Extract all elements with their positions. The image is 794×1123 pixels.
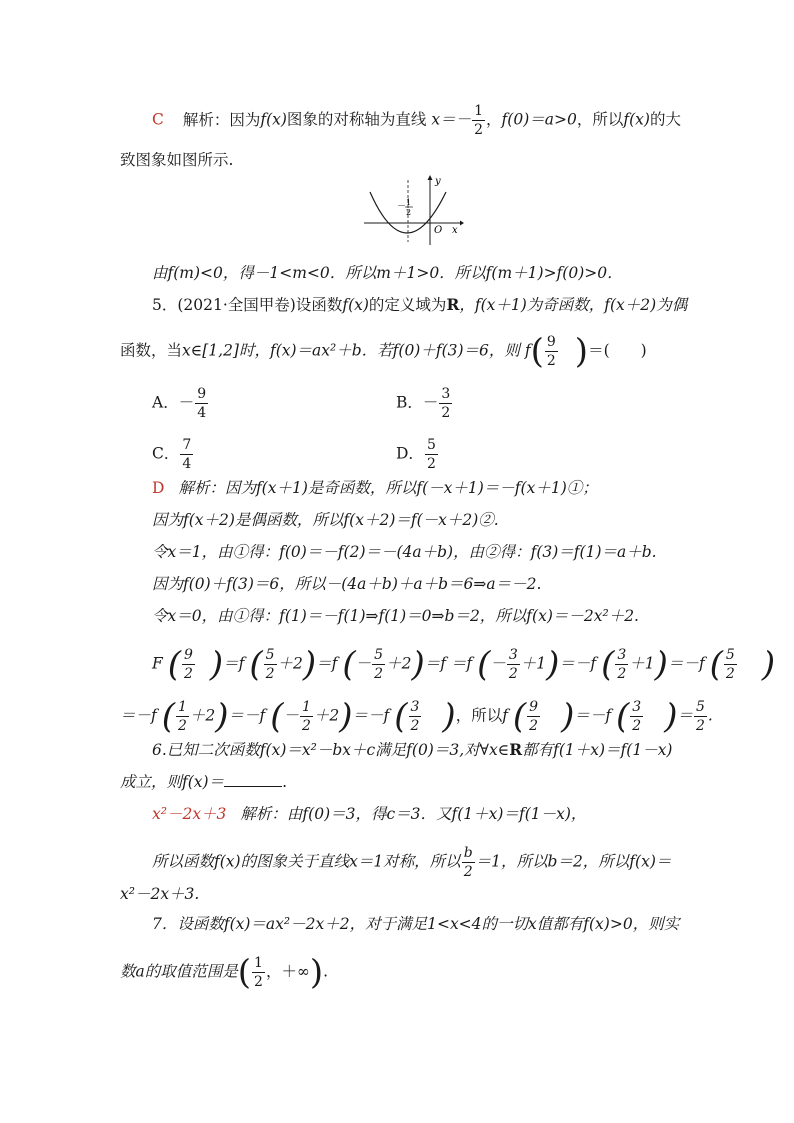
p4-solution-line3: 由f(m)<0，得－1<m<0．所以m＋1>0．所以f(m＋1)>f(0)>0． [152,264,623,282]
option-c[interactable]: C． $\frac{7}{4}$ [152,437,192,472]
p4-solution-line1: C 解析：因为f(x)图象的对称轴为直线 x＝－ $\frac{1}{2}$ ，f(0)＝a>0，所以f(x)的大 [152,103,681,138]
fraction-half: $\frac{1}{2}$ [474,103,484,138]
p6-solution-1: x²－2x＋3 解析：由f(0)＝3，得c＝3．又f(1＋x)＝f(1－x)， [152,805,587,823]
p6-line2: 成立，则f(x)＝ . [120,773,288,791]
p7-line2: 数a的取值范围是( $\frac{1}{2}$ ，＋∞). [120,952,329,993]
p4-answer: C [152,110,164,129]
p5-solution-3: 令x＝1，由①得：f(0)＝－f(2)＝－(4a＋b)，由②得：f(3)＝f(1)＝a＋b. [152,543,657,561]
p5-line1: 5．(2021·全国甲卷)设函数f(x)的定义域为R，f(x＋1)为奇函数，f(x＋2)为偶 [152,295,688,314]
p6-solution-2: 所以函数f(x)的图象关于直线x＝1对称，所以 $\frac{b}{2}$ ＝1，所以b＝2，所以f(x)＝ [152,845,672,880]
p6-solution-3: x²－2x＋3. [120,885,200,903]
x-axis-label: x [452,225,458,236]
p5-equation-2: ＝－f ( $\frac{1}{2}$ ＋2)＝－f (－ $\frac{1}{2}$ ＋2)＝－f ( $\frac{3}{2}$ )，所以f ( $\frac{9}{2}$ )＝－f ( $\frac{3}{2}$ )＝ $\frac{5}{2}$ . [120,696,713,737]
answer-blank[interactable] [224,772,282,787]
option-d[interactable]: D． $\frac{5}{2}$ [396,437,436,472]
x-axis-arrow [460,221,464,226]
y-axis-arrow [428,175,433,180]
p5-line2: 函数，当x∈[1,2]时，f(x)＝ax²＋b．若f(0)＋f(3)＝6，则 f( $\frac{9}{2}$ )＝( ) [120,331,647,372]
p5-solution-2: 因为f(x＋2)是偶函数，所以f(x＋2)＝f(－x＋2)②. [152,511,499,529]
p5-equation-1: F ( $\frac{9}{2}$ )＝f ( $\frac{5}{2}$ ＋2)＝f (－ $\frac{5}{2}$ ＋2)＝f ＝f (－ $\frac{3}{2}$ ＋1)＝－f ( $\frac{3}{2}$ ＋1)＝－f ( $\frac{5}{2}$ ) [152,644,776,685]
mark-sign: － [397,202,407,212]
parabola-graph [360,172,465,248]
p5-solution-5: 令x＝0，由①得：f(1)＝－f(1)⇒f(1)＝0⇒b＝2，所以f(x)＝－2x²＋2. [152,607,639,625]
p7-line1: 7．设函数f(x)＝ax²－2x＋2，对于满足1<x<4的一切x值都有f(x)>0，则实 [152,915,680,933]
p5-answer: D [152,479,165,497]
option-a[interactable]: A．－ $\frac{9}{4}$ [152,386,207,421]
option-b[interactable]: B．－ $\frac{3}{2}$ [396,386,451,421]
mark-num: 1 [406,198,412,207]
p5-solution-1: D 解析：因为f(x＋1)是奇函数，所以f(－x＋1)＝－f(x＋1)①； [152,479,598,497]
y-axis-label: y [435,176,441,187]
origin-label: O [434,225,443,236]
p4-solution-line2: 致图象如图所示. [120,151,234,169]
p6-line1: 6.已知二次函数f(x)＝x²－bx＋c满足f(0)＝3,对∀x∈R都有f(1＋x)＝f(1－x) [152,740,673,759]
mark-den: 2 [406,208,412,217]
p6-answer: x²－2x＋3 [152,805,227,823]
p5-solution-4: 因为f(0)＋f(3)＝6，所以－(4a＋b)＋a＋b＝6⇒a＝－2. [152,575,542,593]
